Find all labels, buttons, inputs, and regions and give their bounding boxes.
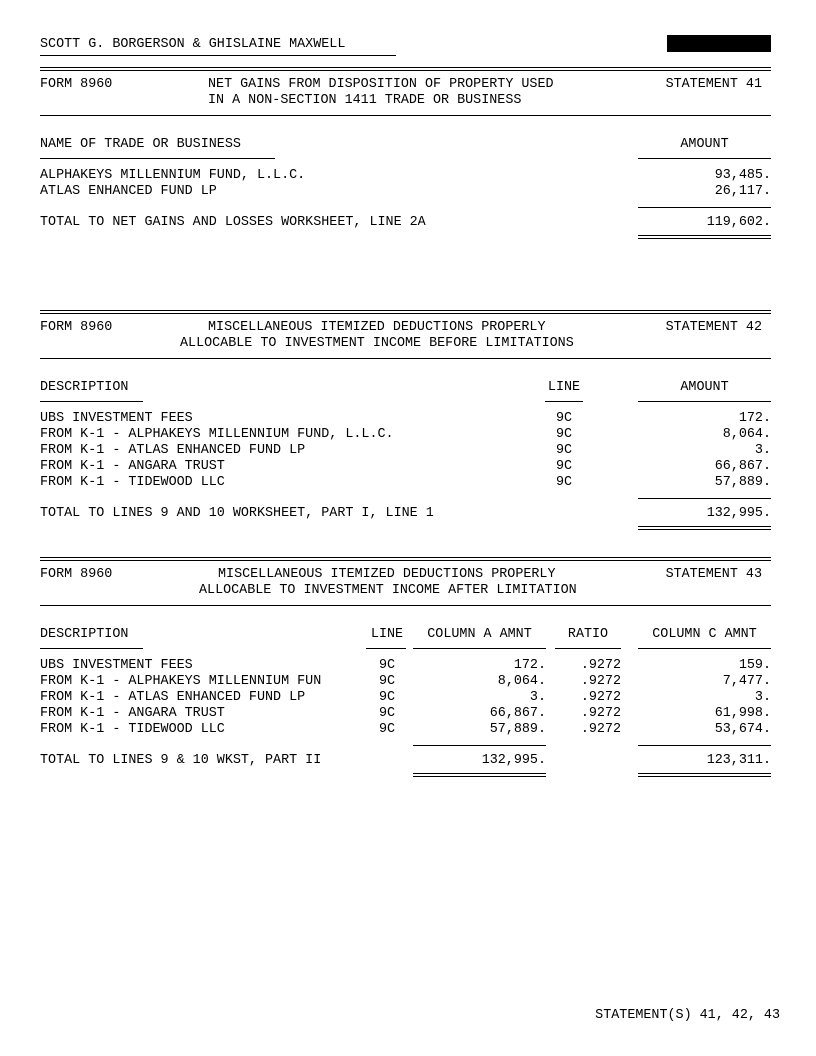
s43-row-desc: FROM K-1 - ANGARA TRUST <box>40 706 225 721</box>
s43-top-rule <box>40 557 771 558</box>
s43-row-desc: FROM K-1 - TIDEWOOD LLC <box>40 722 225 737</box>
s43-row-line: 9C <box>378 658 396 673</box>
s43-row-desc: FROM K-1 - ATLAS ENHANCED FUND LP <box>40 690 306 705</box>
s42-col-line-underline <box>545 401 583 402</box>
s43-col-c: COLUMN C AMNT <box>652 627 757 642</box>
s43-total-a-double-rule <box>413 773 546 774</box>
s43-total-label: TOTAL TO LINES 9 & 10 WKST, PART II <box>40 753 322 768</box>
s41-col-amount-underline <box>638 158 771 159</box>
s43-total-col-a: 132,995. <box>481 753 546 768</box>
s43-row-ratio: .9272 <box>580 658 621 673</box>
footer-statements: STATEMENT(S) 41, 42, 43 <box>595 1008 780 1023</box>
s42-total-label: TOTAL TO LINES 9 AND 10 WORKSHEET, PART I, LINE 1 <box>40 506 434 521</box>
s43-row-desc: UBS INVESTMENT FEES <box>40 658 193 673</box>
s43-header-rule <box>40 605 771 606</box>
s42-total-double-rule <box>638 526 771 527</box>
s42-row-desc: FROM K-1 - TIDEWOOD LLC <box>40 475 225 490</box>
s41-row-amount: 26,117. <box>714 184 771 199</box>
s41-row-amount: 93,485. <box>714 168 771 183</box>
s41-row-name: ALPHAKEYS MILLENNIUM FUND, L.L.C. <box>40 168 306 183</box>
s42-col-desc-underline <box>40 401 143 402</box>
s42-row-line: 9C <box>555 427 573 442</box>
s41-title-line2: IN A NON-SECTION 1411 TRADE OR BUSINESS <box>208 93 522 108</box>
s42-row-desc: FROM K-1 - ANGARA TRUST <box>40 459 225 474</box>
s42-total-amount: 132,995. <box>706 506 771 521</box>
s43-row-col-a: 8,064. <box>497 674 546 689</box>
s42-row-amount: 66,867. <box>714 459 771 474</box>
s41-title-line1: NET GAINS FROM DISPOSITION OF PROPERTY USED <box>208 77 554 92</box>
s41-total-label: TOTAL TO NET GAINS AND LOSSES WORKSHEET, LINE 2A <box>40 215 426 230</box>
s42-row-desc: UBS INVESTMENT FEES <box>40 411 193 426</box>
s41-statement-number: STATEMENT 41 <box>665 77 762 92</box>
s43-total-c-rule <box>638 745 771 746</box>
s43-statement-number: STATEMENT 43 <box>665 567 762 582</box>
s42-row-desc: FROM K-1 - ATLAS ENHANCED FUND LP <box>40 443 306 458</box>
s43-title-line1: MISCELLANEOUS ITEMIZED DEDUCTIONS PROPERLY <box>218 567 556 582</box>
s41-col-amount: AMOUNT <box>680 137 729 152</box>
s43-col-line-underline <box>366 648 406 649</box>
s43-row-ratio: .9272 <box>580 690 621 705</box>
s43-row-col-a: 172. <box>513 658 546 673</box>
s43-col-c-underline <box>638 648 771 649</box>
s42-col-amount: AMOUNT <box>680 380 729 395</box>
s41-header-rule <box>40 115 771 116</box>
s43-row-desc: FROM K-1 - ALPHAKEYS MILLENNIUM FUN <box>40 674 322 689</box>
s43-row-col-c: 3. <box>754 690 771 705</box>
s43-col-line: LINE <box>370 627 404 642</box>
s43-col-ratio-underline <box>555 648 621 649</box>
s42-header-rule <box>40 358 771 359</box>
s43-col-desc: DESCRIPTION <box>40 627 129 642</box>
s42-row-amount: 172. <box>738 411 771 426</box>
s41-col-name: NAME OF TRADE OR BUSINESS <box>40 137 241 152</box>
s42-row-amount: 57,889. <box>714 475 771 490</box>
s42-row-line: 9C <box>555 459 573 474</box>
s42-col-desc: DESCRIPTION <box>40 380 129 395</box>
s42-row-amount: 8,064. <box>722 427 771 442</box>
s43-total-c-double-rule <box>638 773 771 774</box>
s43-row-col-a: 57,889. <box>489 722 546 737</box>
s43-row-col-a: 3. <box>529 690 546 705</box>
s42-row-line: 9C <box>555 411 573 426</box>
taxpayer-underline <box>40 55 396 56</box>
s43-total-col-c: 123,311. <box>706 753 771 768</box>
s43-row-line: 9C <box>378 706 396 721</box>
s42-col-amount-underline <box>638 401 771 402</box>
s43-row-line: 9C <box>378 674 396 689</box>
s43-col-desc-underline <box>40 648 143 649</box>
s43-row-col-c: 159. <box>738 658 771 673</box>
redaction-box <box>667 35 771 52</box>
s42-row-line: 9C <box>555 475 573 490</box>
s41-total-double-rule <box>638 235 771 236</box>
s43-row-col-c: 7,477. <box>722 674 771 689</box>
s42-col-line: LINE <box>547 380 581 395</box>
s43-col-ratio: RATIO <box>567 627 609 642</box>
s43-total-a-rule <box>413 745 546 746</box>
s43-row-col-c: 53,674. <box>714 722 771 737</box>
s43-row-col-a: 66,867. <box>489 706 546 721</box>
s41-form: FORM 8960 <box>40 77 113 92</box>
s41-top-rule <box>40 67 771 68</box>
s42-row-desc: FROM K-1 - ALPHAKEYS MILLENNIUM FUND, L.L.C. <box>40 427 394 442</box>
s42-row-amount: 3. <box>754 443 771 458</box>
s42-top-rule <box>40 310 771 311</box>
s43-form: FORM 8960 <box>40 567 113 582</box>
s42-row-line: 9C <box>555 443 573 458</box>
s41-total-amount: 119,602. <box>706 215 771 230</box>
s41-col-name-underline <box>40 158 275 159</box>
s43-col-a-underline <box>413 648 546 649</box>
taxpayer-name: SCOTT G. BORGERSON & GHISLAINE MAXWELL <box>40 37 346 52</box>
s43-row-line: 9C <box>378 690 396 705</box>
s41-row-name: ATLAS ENHANCED FUND LP <box>40 184 217 199</box>
s43-row-line: 9C <box>378 722 396 737</box>
s42-title-line1: MISCELLANEOUS ITEMIZED DEDUCTIONS PROPERLY <box>208 320 546 335</box>
s42-total-rule <box>638 498 771 499</box>
s43-row-ratio: .9272 <box>580 722 621 737</box>
s41-total-rule <box>638 207 771 208</box>
s42-title-line2: ALLOCABLE TO INVESTMENT INCOME BEFORE LIMITATIONS <box>180 336 574 351</box>
s42-statement-number: STATEMENT 42 <box>665 320 762 335</box>
s43-row-ratio: .9272 <box>580 674 621 689</box>
s43-col-a: COLUMN A AMNT <box>427 627 532 642</box>
s42-form: FORM 8960 <box>40 320 113 335</box>
s43-title-line2: ALLOCABLE TO INVESTMENT INCOME AFTER LIMITATION <box>199 583 577 598</box>
s43-row-col-c: 61,998. <box>714 706 771 721</box>
s43-row-ratio: .9272 <box>580 706 621 721</box>
